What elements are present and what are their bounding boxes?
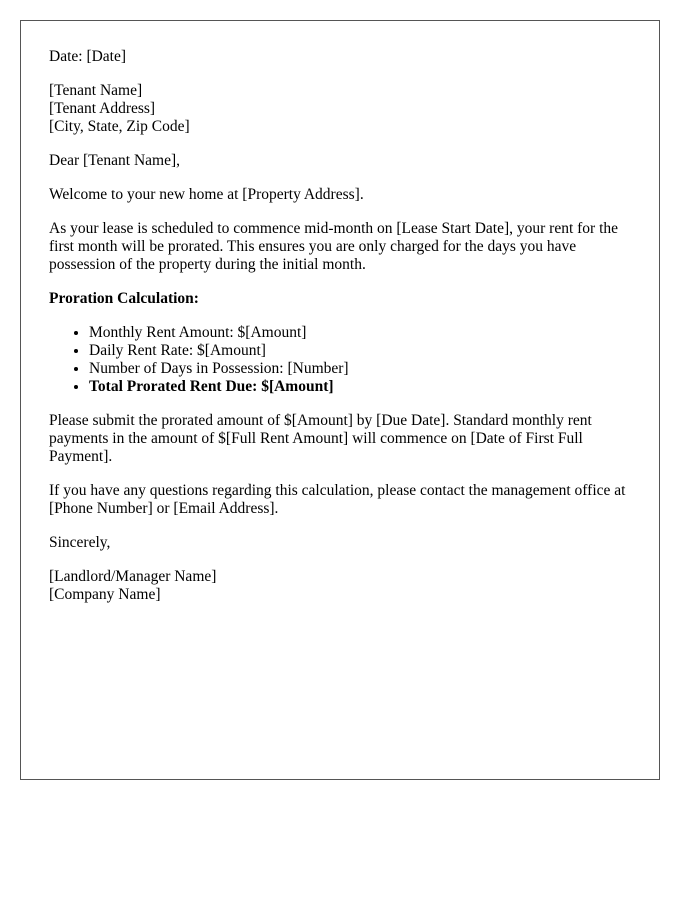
contact-paragraph: If you have any questions regarding this calculation, please contact the management office at [Phone Number] or [Email Address]. xyxy=(49,482,626,517)
list-item-daily-rate: • Daily Rent Rate: $[Amount] xyxy=(89,342,631,360)
signer-name: [Landlord/Manager Name] xyxy=(49,568,217,585)
date-line: Date: [Date] xyxy=(49,48,127,65)
signer-company: [Company Name] xyxy=(49,586,161,603)
tenant-name: [Tenant Name] xyxy=(49,82,143,99)
tenant-city-state-zip: [City, State, Zip Code] xyxy=(49,118,190,135)
calculation-list xyxy=(49,324,631,396)
tenant-address-block xyxy=(49,82,631,136)
list-item-monthly-rent: • Monthly Rent Amount: $[Amount] xyxy=(89,324,631,342)
signature-block xyxy=(49,568,631,604)
salutation: Dear [Tenant Name], xyxy=(49,152,181,169)
letter-page xyxy=(20,20,660,780)
intro-paragraph: As your lease is scheduled to commence mid-month on [Lease Start Date], your rent for the first month will be prorated. This ensures you are only charged for the days you have possession of the property during the initial month. xyxy=(49,220,619,273)
closing: Sincerely, xyxy=(49,534,111,551)
list-item-days-possession: • Number of Days in Possession: [Number] xyxy=(89,360,631,378)
tenant-address: [Tenant Address] xyxy=(49,100,156,117)
list-item-total-due: • Total Prorated Rent Due: $[Amount] xyxy=(89,378,631,396)
payment-paragraph: Please submit the prorated amount of $[Amount] by [Due Date]. Standard monthly rent payments in the amount of $[Full Rent Amount] will commence on [Date of First Full Payment]. xyxy=(49,412,592,465)
calculation-heading: Proration Calculation: xyxy=(49,290,199,307)
welcome-paragraph: Welcome to your new home at [Property Address]. xyxy=(49,186,364,203)
